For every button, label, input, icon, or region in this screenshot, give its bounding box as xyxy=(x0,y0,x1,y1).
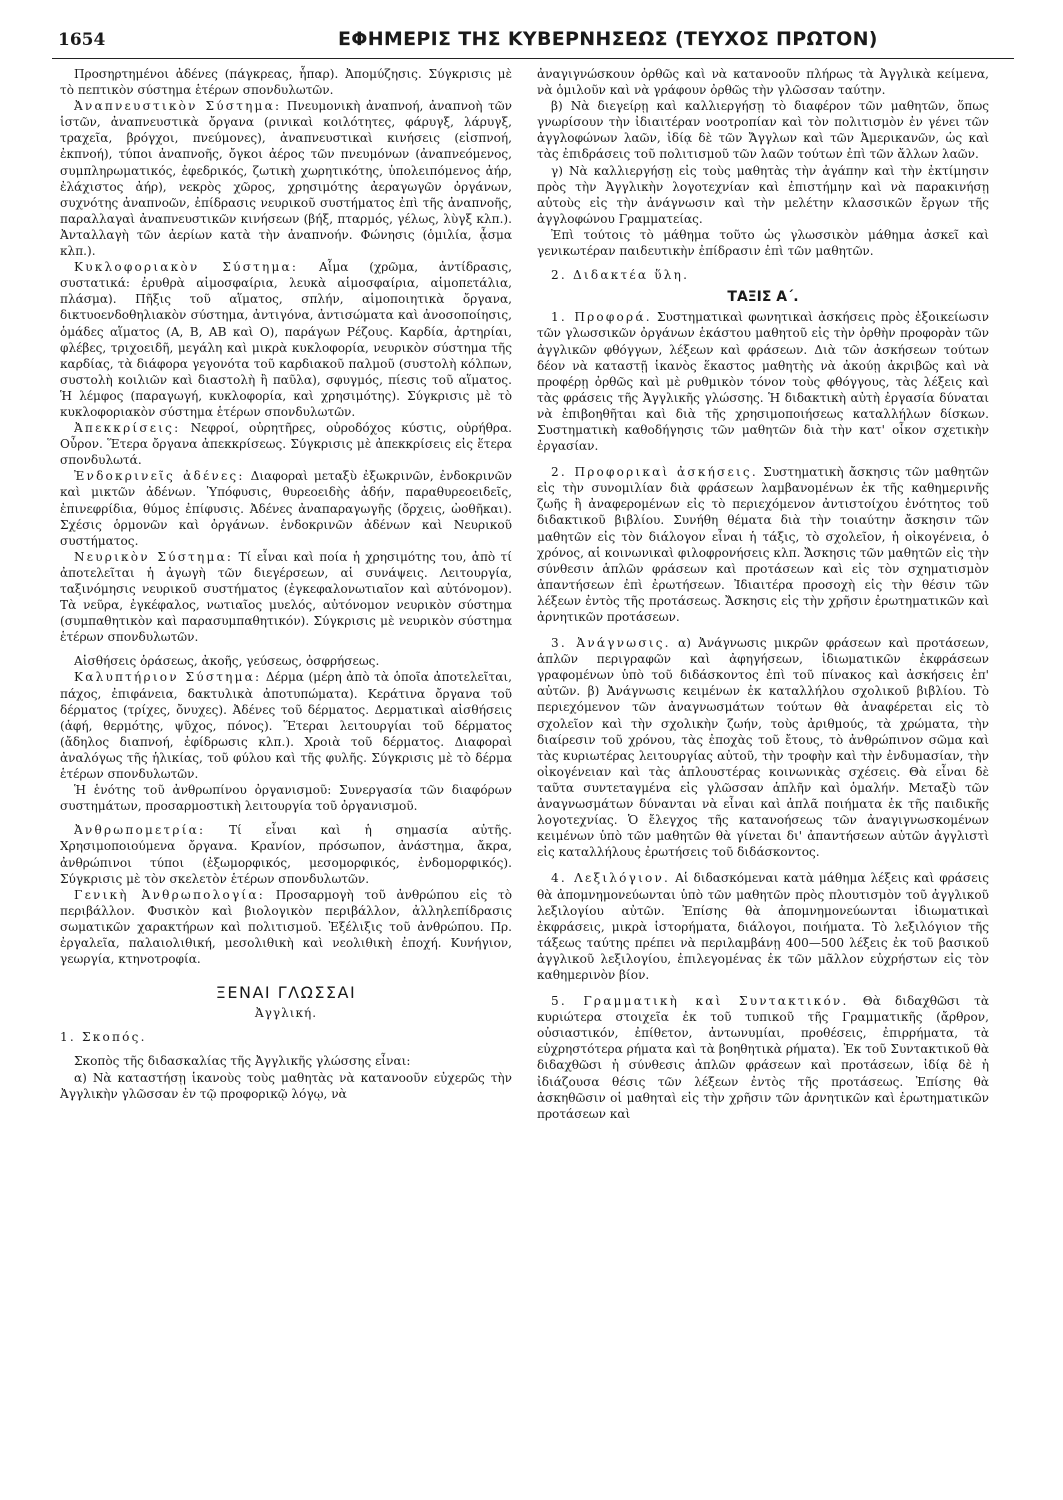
section-heading: Ἐνδοκρινεῖς ἀδένες: xyxy=(74,469,245,484)
paragraph: Ἀνθρωπομετρία: Τί εἶναι καὶ ἡ σημασία αὐτῆς. Χρησιμοποιούμενα ὄργανα. Κρανίον, πρόσωπον, ἀνάστημα, ἄκρα, ἀνθρώπινοι τύποι (ἐξωμορφικός, μεσομορφικός, ἐνδομορφικός). Σύγκρισις μὲ τὸν σκελετὸν ἑτέρων σπονδυλωτῶν. xyxy=(60,823,512,886)
section-heading: Ἀπεκκρίσεις: xyxy=(74,421,181,436)
paragraph: 3. Ἀνάγνωσις. α) Ἀνάγνωσις μικρῶν φράσεων καὶ προτάσεων, ἁπλῶν περιγραφῶν καὶ ἀφηγήσεων, ἰδιωματικῶν ἐκφράσεων γραφομένων ὑπὸ τοῦ διδάσκοντος ἐπὶ τοῦ πίνακος καὶ ἀσκήσεις ἐπ' αὐτῶν. β) Ἀνάγνωσις κειμένων ἐκ καταλλήλου σχολικοῦ βιβλίου. Τὸ περιεχόμενον τῶν ἀναγνωσμάτων τούτων θὰ ἀναφέρεται εἰς τὸ σχολεῖον καὶ τὴν σχολικὴν ζωήν, τοὺς ἀριθμούς, τὰ χρώματα, τὴν διαίρεσιν τοῦ χρόνου, τὰς ἐποχὰς τοῦ ἔτους, τὸ ἀνθρώπινον σῶμα καὶ τὰς κυριωτέρας λειτουργίας αὐτοῦ, τὴν τροφὴν καὶ τὴν ἐνδυμασίαν, τὴν οἰκογένειαν καὶ τὰς ἁπλουστέρας κοινωνικὰς σχέσεις. Θὰ εἶναι δὲ ταῦτα συντεταγμένα εἰς γλῶσσαν ἁπλῆν καὶ ὁμαλήν. Μεταξὺ τῶν ἀναγνωσμάτων δύνανται νὰ εἶναι καὶ ἁπλᾶ ποιήματα ἐκ τῆς παιδικῆς λογοτεχνίας. Ὁ ἔλεγχος τῆς κατανοήσεως τῶν ἀναγιγνωσκομένων κειμένων ὑπὸ τῶν μαθητῶν θὰ γίνεται δι' ἀπαντήσεων αὐτῶν ἀγγλιστὶ εἰς καταλλήλους ἐρωτήσεις τοῦ διδάσκοντος. xyxy=(537,636,989,860)
section-heading: Νευρικὸν Σύστημα: xyxy=(74,549,234,564)
section-heading: 2. Προφορικαὶ ἀσκήσεις. xyxy=(551,465,758,480)
paragraph: ἀναγιγνώσκουν ὀρθῶς καὶ νὰ κατανοοῦν πλήρως τὰ Ἀγγλικὰ κείμενα, νὰ ὁμιλοῦν καὶ νὰ γράφουν ὀρθῶς τὴν γλῶσσαν ταύτην. xyxy=(537,67,989,98)
paragraph: 5. Γραμματικὴ καὶ Συντακτικόν. Θὰ διδαχθῶσι τὰ κυριώτερα στοιχεῖα ἐκ τοῦ τυπικοῦ τῆς Γραμματικῆς (ἄρθρον, οὐσιαστικόν, ἐπίθετον, ἀντωνυμίαι, προθέσεις, ἐπιρρήματα, τὰ εὐχρηστότερα ρήματα καὶ τὰ βοηθητικὰ ρήματα). Ἐκ τοῦ Συντακτικοῦ θὰ διδαχθῶσι ἡ σύνθεσις ἁπλῶν φράσεων καὶ προτάσεων, ἰδίᾳ δὲ ἡ ἰδιάζουσα θέσις τῶν λέξεων ἐντὸς τῆς προτάσεως. Ἐπίσης θὰ ἀσκηθῶσιν οἱ μαθηταὶ εἰς τὴν χρῆσιν τῶν ἀρνητικῶν καὶ ἐρωτηματικῶν προτάσεων καὶ xyxy=(537,994,989,1121)
paragraph: Ἐνδοκρινεῖς ἀδένες: Διαφοραὶ μεταξὺ ἐξωκρινῶν, ἐνδοκρινῶν καὶ μικτῶν ἀδένων. Ὑπόφυσις, θυρεοειδὴς ἀδήν, παραθυρεοειδεῖς, ἐπινεφρίδια, θύμος ἐπίφυσις. Ἀδένες ἀναπαραγωγῆς (ὄρχεις, ὠοθῆκαι). Σχέσις ὁρμονῶν καὶ ὀργάνων. ἐνδοκρινῶν ἀδένων καὶ Νευρικοῦ συστήματος. xyxy=(60,469,512,548)
section-heading: Ἀναπνευστικὸν Σύστημα: xyxy=(74,99,282,114)
paragraph: Καλυπτήριον Σύστημα: Δέρμα (μέρη ἀπὸ τὰ ὁποῖα ἀποτελεῖται, πάχος, ἐπιφάνεια, δακτυλικὰ ἀποτυπώματα). Κεράτινα ὄργανα τοῦ δέρματος (τρίχες, ὄνυχες). Ἀδένες τοῦ δέρματος. Δερματικαὶ αἰσθήσεις (ἁφή, θερμότης, ψῦχος, πόνος). Ἕτεραι λειτουργίαι τοῦ δέρματος (ἄδηλος διαπνοή, ἐφίδρωσις κλπ.). Χροιὰ τοῦ δέρματος. Διαφοραὶ ἀναλόγως τῆς ἡλικίας, τοῦ φύλου καὶ τῆς φυλῆς. Σύγκρισις μὲ τὸ δέρμα ἑτέρων σπονδυλωτῶν. xyxy=(60,670,512,782)
section-heading: Κυκλοφοριακὸν Σύστημα: xyxy=(74,260,299,275)
section-heading: Γενικὴ Ἀνθρωπολογία: xyxy=(74,887,265,902)
paragraph: Ἀναπνευστικὸν Σύστημα: Πνευμονικὴ ἀναπνοή, ἀναπνοὴ τῶν ἱστῶν, ἀναπνευστικὰ ὄργανα (ρινικαὶ κοιλότητες, φάρυγξ, λάρυγξ, τραχεῖα, βρόγχοι, πνεύμονες), ἀναπνευστικαὶ κινήσεις (εἰσπνοή, ἐκπνοή), τύποι ἀναπνοῆς, ὄγκοι ἀέρος τῶν πνευμόνων (ἀναπνεόμενος, συμπληρωματικός, ἐφεδρικός, ζωτικὴ χωρητικότης, ὑπολειπόμενος ἀήρ, ἐλάχιστος ἀήρ), νεκρὸς χῶρος, χρησιμότης ἀεραγωγῶν ὀργάνων, συχνότης ἀναπνοῶν, ἐπίδρασις νευρικοῦ συστήματος ἐπὶ τῆς ἀναπνοῆς, παραλλαγαὶ ἀναπνευστικῶν κινήσεων (βήξ, πταρμός, γέλως, λὺγξ κλπ.). Ἀνταλλαγὴ τῶν ἀερίων κατὰ τὴν ἀναπνοήν. Φώνησις (ὁμιλία, ᾆσμα κλπ.). xyxy=(60,99,512,259)
paragraph: 2. Προφορικαὶ ἀσκήσεις. Συστηματικὴ ἄσκησις τῶν μαθητῶν εἰς τὴν συνομιλίαν διὰ φράσεων λαμβανομένων ἐκ τῆς καθημερινῆς ζωῆς ἢ ἀναφερομένων εἰς τὸ περιεχόμενον ἀντιστοίχου ἑνότητος τοῦ διδακτικοῦ βιβλίου. Συνήθη θέματα διὰ τὴν τοιαύτην ἄσκησιν τῶν μαθητῶν εἰς τὸν διάλογον εἶναι ἡ τάξις, τὸ σχολεῖον, ἡ οἰκογένεια, ὁ χρόνος, αἱ κοινωνικαὶ φιλοφρονήσεις κλπ. Ἄσκησις τῶν μαθητῶν εἰς τὴν σύνθεσιν ἁπλῶν φράσεων καὶ προτάσεων καὶ εἰς τὸν σχηματισμὸν ἀπαντήσεων ἐπὶ ἐρωτήσεων. Ἰδιαιτέρα προσοχὴ εἰς τὴν θέσιν τῶν λέξεων ἐντὸς τῆς προτάσεως. Ἄσκησις εἰς τὴν χρῆσιν ἐρωτηματικῶν καὶ ἀρνητικῶν προτάσεων. xyxy=(537,465,989,624)
paragraph: 4. Λεξιλόγιον. Αἱ διδασκόμεναι κατὰ μάθημα λέξεις καὶ φράσεις θὰ ἀπομνημονεύωνται ὑπὸ τῶν μαθητῶν πρὸς πλουτισμὸν τοῦ ἀγγλικοῦ λεξιλογίου αὐτῶν. Ἐπίσης θὰ ἀπομνημονεύωνται ἰδιωματικαὶ ἐκφράσεις, μικρὰ ἱστορήματα, διάλογοι, ποιήματα. Τὸ λεξιλόγιον τῆς τάξεως ταύτης πρέπει νὰ περιλαμβάνῃ 400—500 λέξεις ἐκ τοῦ βασικοῦ ἀγγλικοῦ λεξιλογίου, ἐπιλεγομένας ἐκ τῶν μᾶλλον εὐχρήστων εἰς τὸν καθημερινὸν βίον. xyxy=(537,871,989,982)
paragraph: 1. Προφορά. Συστηματικαὶ φωνητικαὶ ἀσκήσεις πρὸς ἐξοικείωσιν τῶν γλωσσικῶν ὀργάνων ἑκάστου μαθητοῦ εἰς τὴν ὀρθὴν προφορὰν τῶν ἀγγλικῶν φθόγγων, λέξεων καὶ φράσεων. Διὰ τῶν ἀσκήσεων τούτων δέον νὰ καταστῇ ἱκανὸς ἕκαστος μαθητὴς νὰ ἀκούῃ ἀκριβῶς καὶ νὰ προφέρῃ ὀρθῶς καὶ μὲ ρυθμικὸν τόνον τοὺς φθόγγους, τὰς λέξεις καὶ τὰς φράσεις τῆς Ἀγγλικῆς γλώσσης. Ἡ διδακτικὴ αὐτὴ ἐργασία δύναται νὰ ἐπιβοηθῆται καὶ διὰ τῆς χρησιμοποιήσεως καταλλήλων δίσκων. Συστηματικὴ καθοδήγησις τῶν μαθητῶν διὰ τὴν κατ' οἶκον σχετικὴν ἐργασίαν. xyxy=(537,310,989,454)
paragraph: β) Νὰ διεγείρῃ καὶ καλλιεργήσῃ τὸ διαφέρον τῶν μαθητῶν, ὅπως γνωρίσουν τὴν ἰδιαιτέραν νοοτροπίαν καὶ τὸν πολιτισμὸν ἐν γένει τῶν ἀγγλοφώνων λαῶν, ἰδίᾳ δὲ τῶν Ἄγγλων καὶ τῶν Ἀμερικανῶν, ὡς καὶ τὰς ἐπιδράσεις τοῦ πολιτισμοῦ τῶν λαῶν τούτων ἐπὶ τῶν ἄλλων λαῶν. xyxy=(537,99,989,162)
paragraph: Αἰσθήσεις ὁράσεως, ἀκοῆς, γεύσεως, ὀσφρήσεως. xyxy=(74,654,380,669)
numbered-heading: 1. Σκοπός. xyxy=(60,1030,147,1045)
paragraph: Προσηρτημένοι ἀδένες (πάγκρεας, ἧπαρ). Ἀπομύζησις. Σύγκρισις μὲ τὸ πεπτικὸν σύστημα ἑτέρων σπονδυλωτῶν. xyxy=(60,67,512,98)
paragraph: γ) Νὰ καλλιεργήσῃ εἰς τοὺς μαθητὰς τὴν ἀγάπην καὶ τὴν ἐκτίμησιν πρὸς τὴν Ἀγγλικὴν λογοτεχνίαν καὶ ἐπιστήμην καὶ νὰ παρακινήσῃ αὐτοὺς εἰς τὴν ἀνάγνωσιν καὶ τὴν μελέτην κλασσικῶν ἔργων τῆς ἀγγλοφώνου Γραμματείας. xyxy=(537,163,989,226)
paragraph: Γενικὴ Ἀνθρωπολογία: Προσαρμογὴ τοῦ ἀνθρώπου εἰς τὸ περιβάλλον. Φυσικὸν καὶ βιολογικὸν περιβάλλον, ἀλληλεπίδρασις σωματικῶν χαρακτήρων καὶ πολιτισμοῦ. Ἐξέλιξις τοῦ ἀνθρώπου. Πρ. ἐργαλεῖα, παλαιολιθική, μεσολιθικὴ καὶ νεολιθικὴ ἐποχή. Κυνήγιον, γεωργία, κτηνοτροφία. xyxy=(60,887,512,967)
left-column xyxy=(60,66,512,1102)
running-title: ΕΦΗΜΕΡΙΣ ΤΗΣ ΚΥΒΕΡΝΗΣΕΩΣ (ΤΕΥΧΟΣ ΠΡΩΤΟΝ) xyxy=(338,28,878,50)
section-title: ΞΕΝΑΙ ΓΛΩΣΣΑΙ xyxy=(215,983,357,1003)
section-heading: 3. Ἀνάγνωσις. xyxy=(551,636,671,651)
paragraph: Ἀπεκκρίσεις: Νεφροί, οὐρητῆρες, οὐροδόχος κύστις, οὐρήθρα. Οὖρον. Ἕτερα ὄργανα ἀπεκκρίσεως. Σύγκρισις μὲ ἀπεκκρίσεις εἰς ἕτερα σπονδυλωτά. xyxy=(60,421,512,468)
class-heading: ΤΑΞΙΣ Α΄. xyxy=(727,289,799,306)
section-heading: 1. Προφορά. xyxy=(551,310,652,325)
right-column xyxy=(537,66,989,1122)
section-heading: 5. Γραμματικὴ καὶ Συντακτικόν. xyxy=(551,994,849,1009)
paragraph: Ἡ ἑνότης τοῦ ἀνθρωπίνου ὀργανισμοῦ: Συνεργασία τῶν διαφόρων συστημάτων, προσαρμοστικὴ λειτουργία τοῦ ὀργανισμοῦ. xyxy=(60,783,512,814)
subtitle: Ἀγγλική. xyxy=(254,1006,318,1021)
section-heading: Ἀνθρωπομετρία: xyxy=(74,823,206,838)
paragraph: Κυκλοφοριακὸν Σύστημα: Αἷμα (χρῶμα, ἀντίδρασις, συστατικά: ἐρυθρὰ αἱμοσφαίρια, λευκὰ αἱμοσφαίρια, αἱμοπετάλια, πλάσμα). Πῆξις τοῦ αἵματος, σπλήν, αἱμοποιητικὰ ὄργανα, δικτυοενδοθηλιακὸν σύστημα, ἀντιγόνα, ἀντισώματα καὶ ἀνοσοποίησις, ὁμάδες αἵματος (Α, Β, ΑΒ καὶ Ο), παράγων Ρέζους. Καρδία, ἀρτηρίαι, φλέβες, τριχοειδῆ, μεγάλη καὶ μικρὰ κυκλοφορία, νευρικὸν σύστημα τῆς καρδίας, τὰ διάφορα γεγονότα τοῦ καρδιακοῦ παλμοῦ (συστολὴ κόλπων, συστολὴ κοιλιῶν καὶ διαστολὴ ἢ παῦλα), σφυγμός, πίεσις τοῦ αἵματος. Ἡ λέμφος (παραγωγή, κυκλοφορία, καὶ χρησιμότης). Σύγκρισις μὲ τὸ κυκλοφοριακὸν σύστημα ἑτέρων σπονδυλωτῶν. xyxy=(60,260,512,419)
section-heading: Καλυπτήριον Σύστημα: xyxy=(74,670,262,685)
header-rule xyxy=(52,58,1014,59)
section-heading: 4. Λεξιλόγιον. xyxy=(551,871,671,886)
paragraph: Νευρικὸν Σύστημα: Τί εἶναι καὶ ποία ἡ χρησιμότης του, ἀπὸ τί ἀποτελεῖται ἡ ἀγωγὴ τῶν διεγέρσεων, αἱ συνάψεις. Λειτουργία, ταξινόμησις νευρικοῦ συστήματος (ἐγκεφαλονωτιαῖον καὶ αὐτόνομον). Τὰ νεῦρα, ἐγκέφαλος, νωτιαῖος μυελός, αὐτόνομον νευρικὸν σύστημα (συμπαθητικὸν καὶ παρασυμπαθητικόν). Σύγκρισις μὲ νευρικὸν σύστημα ἑτέρων σπονδυλωτῶν. xyxy=(60,549,512,645)
page-number: 1654 xyxy=(58,30,106,50)
paragraph: α) Νὰ καταστήσῃ ἱκανοὺς τοὺς μαθητὰς νὰ κατανοοῦν εὐχερῶς τὴν Ἀγγλικὴν γλῶσσαν ἐν τῷ προφορικῷ λόγῳ, νὰ xyxy=(60,1070,512,1101)
paragraph: Ἐπὶ τούτοις τὸ μάθημα τοῦτο ὡς γλωσσικὸν μάθημα ἀσκεῖ καὶ γενικωτέραν παιδευτικὴν ἐπίδρασιν ἐπὶ τῶν μαθητῶν. xyxy=(537,227,989,259)
page-header xyxy=(52,22,1012,62)
paragraph: Σκοπὸς τῆς διδασκαλίας τῆς Ἀγγλικῆς γλώσσης εἶναι: xyxy=(74,1054,411,1069)
numbered-heading: 2. Διδακτέα ὕλη. xyxy=(551,268,690,283)
